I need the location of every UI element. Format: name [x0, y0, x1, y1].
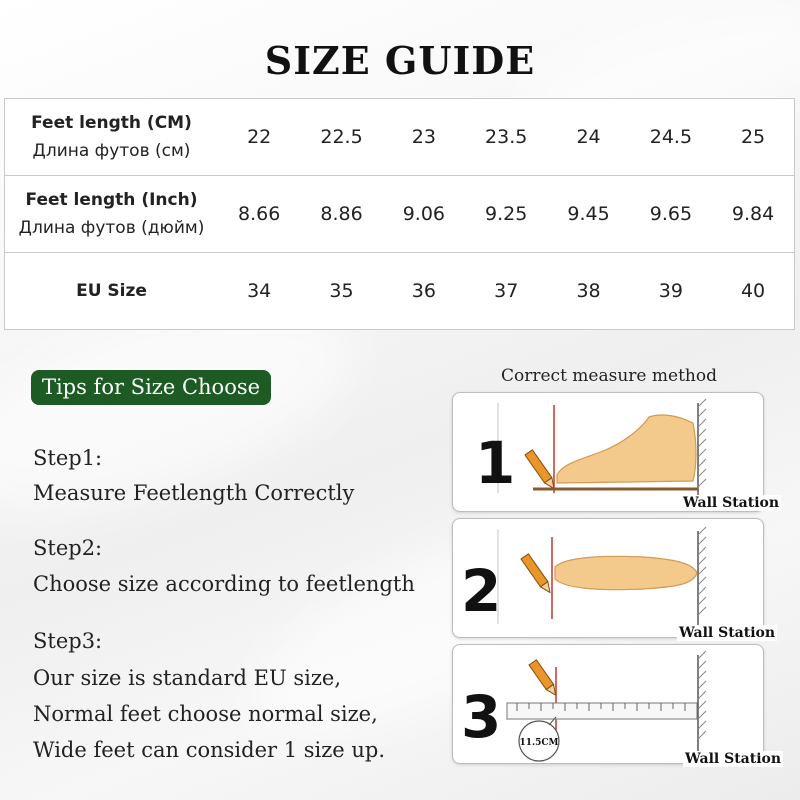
step2-text: Choose size according to feetlength — [33, 572, 415, 596]
table-cell: 38 — [547, 253, 629, 330]
table-cell: 24 — [547, 99, 629, 176]
foot-side-illustration — [453, 393, 763, 511]
step3-line3: Wide feet can consider 1 size up. — [33, 738, 386, 762]
table-cell: 9.25 — [465, 176, 547, 253]
tips-badge: Tips for Size Choose — [31, 370, 271, 405]
measure-panel-3 — [452, 644, 782, 767]
table-row — [5, 253, 795, 330]
table-cell: 34 — [218, 253, 300, 330]
size-table — [4, 98, 795, 330]
foot-top-illustration — [453, 519, 763, 637]
table-cell: 22 — [218, 99, 300, 176]
step3-line2: Normal feet choose normal size, — [33, 702, 378, 726]
table-cell: 24.5 — [630, 99, 712, 176]
step1-text: Measure Feetlength Correctly — [33, 481, 355, 505]
row-label-en: Feet length (CM) — [31, 113, 192, 133]
wall-station-label: Wall Station — [679, 625, 776, 641]
ruler-label: 11.5CM — [519, 738, 559, 748]
table-cell: 8.66 — [218, 176, 300, 253]
page-title: SIZE GUIDE — [264, 38, 536, 83]
row-label — [5, 99, 219, 176]
table-cell: 40 — [712, 253, 794, 330]
table-row — [5, 176, 795, 253]
measure-panel-2 — [452, 518, 776, 641]
table-cell: 9.06 — [383, 176, 465, 253]
table-cell: 9.45 — [547, 176, 629, 253]
row-label-en: EU Size — [76, 281, 147, 301]
step-number: 3 — [461, 683, 502, 751]
table-cell: 8.86 — [300, 176, 382, 253]
step-number: 1 — [475, 429, 516, 497]
step2-title: Step2: — [33, 536, 103, 560]
table-cell: 22.5 — [300, 99, 382, 176]
row-label-ru: Длина футов (см) — [32, 141, 191, 161]
table-cell: 9.84 — [712, 176, 794, 253]
step3-line1: Our size is standard EU size, — [33, 666, 342, 690]
step3-title: Step3: — [33, 629, 103, 653]
table-cell: 23.5 — [465, 99, 547, 176]
table-cell: 23 — [383, 99, 465, 176]
row-label-ru: Длина футов (дюйм) — [18, 218, 205, 238]
table-cell: 39 — [630, 253, 712, 330]
row-label-en: Feet length (Inch) — [25, 190, 198, 210]
table-cell: 37 — [465, 253, 547, 330]
table-cell: 35 — [300, 253, 382, 330]
table-cell: 36 — [383, 253, 465, 330]
measure-panel-1 — [452, 392, 780, 512]
table-row — [5, 99, 795, 176]
method-title: Correct measure method — [501, 366, 717, 386]
row-label — [5, 253, 219, 330]
wall-station-label: Wall Station — [685, 751, 782, 767]
step-number: 2 — [461, 557, 502, 625]
table-cell: 25 — [712, 99, 794, 176]
wall-station-label: Wall Station — [683, 495, 780, 511]
row-label — [5, 176, 219, 253]
step1-title: Step1: — [33, 446, 103, 470]
ruler-illustration — [453, 645, 763, 763]
table-cell: 9.65 — [630, 176, 712, 253]
